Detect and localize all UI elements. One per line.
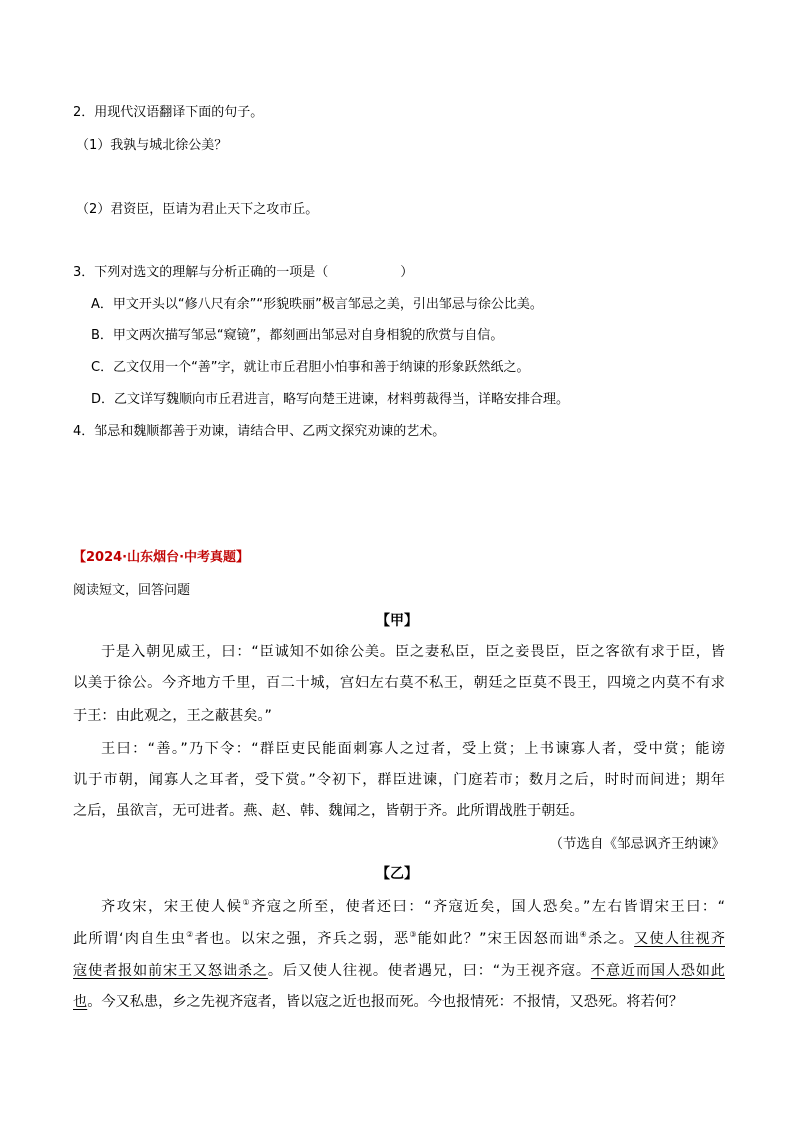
question-2-item-2: （2）君资臣，臣请为君止天下之攻市丘。 (76, 202, 319, 217)
passage-jia-heading: 【甲】 (376, 613, 418, 629)
passage-jia-line: 之后，虽欲言，无可进者。燕、赵、韩、魏闻之，皆朝于齐。此所谓战胜于朝廷。 (73, 803, 584, 819)
passage-jia-line: 以美于徐公。今齐地方千里，百二十城，宫妇左右莫不私王，朝廷之臣莫不畏王，四境之内莫不有求 (73, 675, 725, 691)
question-3-stem: 3．下列对选文的理解与分析正确的一项是（ (73, 265, 329, 280)
passage-jia-line: 于王：由此观之，王之蔽甚矣。” (73, 708, 272, 724)
underlined-sentence: 不意近而国人恐如此 (590, 963, 725, 979)
passage-jia-line: 王曰：“善。”乃下令：“群臣吏民能面刺寡人之过者，受上赏；上书谏寡人者，受中赏；能谤 (101, 741, 725, 757)
option-a: A．甲文开头以“修八尺有余”“形貌昳丽”极言邹忌之美，引出邹忌与徐公比美。 (91, 297, 543, 312)
instruction: 阅读短文，回答问题 (73, 583, 191, 598)
underlined-sentence: 又使人往视齐 (634, 931, 725, 947)
passage-yi-line: 也。今又私患，乡之先视齐寇者，皆以寇之近也报而死。今也报情死：不报情，又恐死。将若何？ (73, 994, 684, 1010)
option-d: D．乙文详写魏顺向市丘君进言，略写向楚王进谏，材料剪裁得当，详略安排合理。 (91, 392, 570, 407)
passage-yi-heading: 【乙】 (376, 866, 418, 882)
footnote-marker: ③ (409, 930, 418, 939)
question-2-item-1: （1）我孰与城北徐公美？ (76, 138, 228, 153)
passage-jia-line: 讥于市朝，闻寡人之耳者，受下赏。”令初下，群臣进谏，门庭若市；数月之后，时时而间进；期年 (73, 772, 725, 788)
passage-yi-line: 寇使者报如前宋王又怒诎杀之。后又使人往视。使者遇兄，曰：“为王视齐寇。不意近而国人恐如此 (73, 963, 725, 979)
option-c: C．乙文仅用一个“善”字，就让市丘君胆小怕事和善于纳谏的形象跃然纸之。 (91, 360, 530, 375)
underlined-sentence: 寇使者报如前宋王又怒诎杀之 (73, 963, 268, 979)
passage-yi-line: 齐攻宋，宋王使人候①齐寇之所至，使者还曰：“齐寇近矣，国人恐矣。”左右皆谓宋王曰：“ (101, 898, 725, 915)
footnote-marker: ② (186, 930, 195, 939)
passage-jia-source: （节选自《邹忌讽齐王纳谏》 (549, 836, 725, 852)
passage-yi-line: 此所谓‘肉自生虫②者也。以宋之强，齐兵之弱，恶③能如此？”宋王因怒而诎④杀之。又使人往视齐 (73, 930, 725, 947)
footnote-marker: ④ (579, 930, 589, 939)
question-3-close: ） (400, 265, 414, 280)
footnote-marker: ① (242, 898, 252, 907)
option-b: B．甲文两次描写邹忌“窥镜”，都刻画出邹忌对自身相貌的欣赏与自信。 (91, 328, 504, 343)
question-2: 2．用现代汉语翻译下面的句子。 (73, 105, 264, 120)
underlined-sentence: 也 (73, 994, 88, 1010)
question-4: 4．邹忌和魏顺都善于劝谏，请结合甲、乙两文探究劝谏的艺术。 (73, 424, 446, 439)
passage-jia-line: 于是入朝见威王，曰：“臣诚知不如徐公美。臣之妻私臣，臣之妾畏臣，臣之客欲有求于臣，皆 (101, 644, 725, 660)
question-3 (73, 261, 413, 280)
source-tag: 【2024·山东烟台·中考真题】 (73, 550, 250, 565)
